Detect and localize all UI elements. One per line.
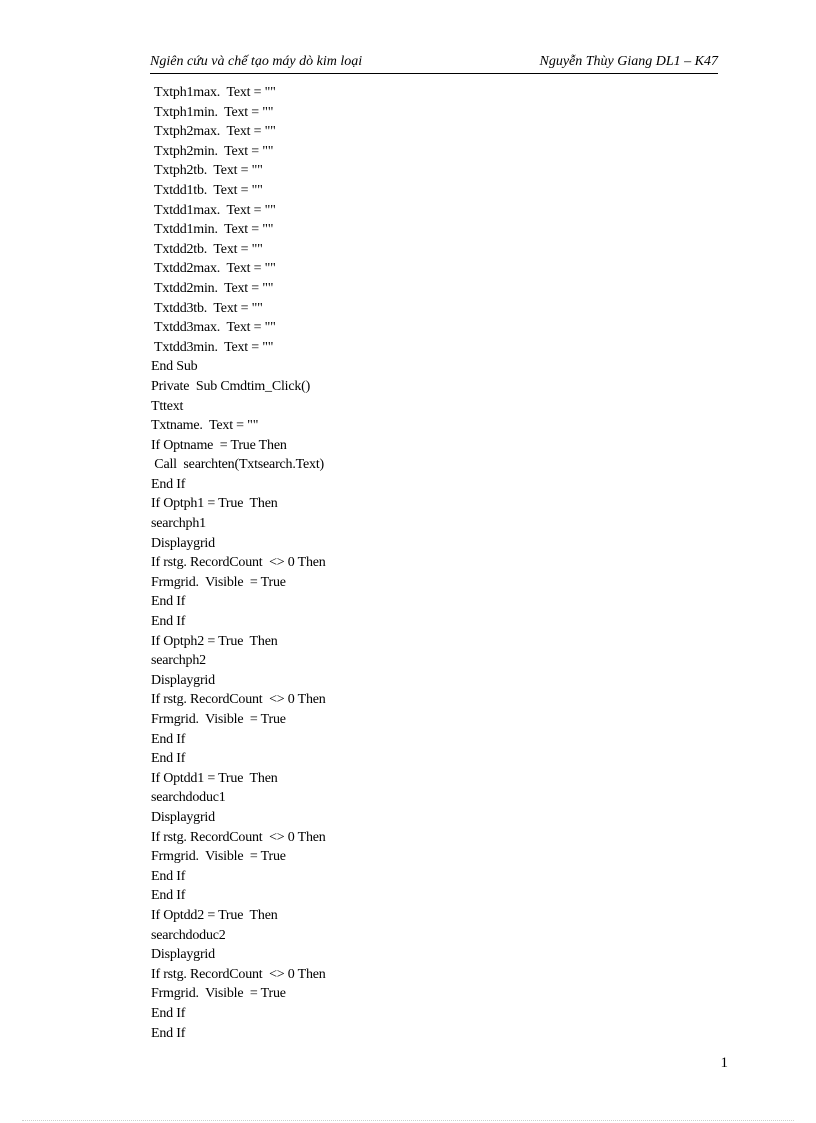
code-line: Txtdd1min. Text = "" — [151, 222, 274, 238]
code-line: End If — [151, 731, 186, 747]
code-line: Txtdd3max. Text = "" — [151, 320, 276, 336]
code-line: If rstg. RecordCount <> 0 Then — [151, 692, 326, 708]
code-line: Frmgrid. Visible = True — [151, 986, 286, 1002]
code-line: Txtname. Text = "" — [151, 418, 259, 434]
code-line: Frmgrid. Visible = True — [151, 712, 286, 727]
code-line: Txtdd2tb. Text = "" — [151, 241, 263, 257]
code-line: End If — [151, 476, 186, 492]
code-line: If Optdd2 = True Then — [151, 907, 278, 923]
code-line: Txtdd2max. Text = "" — [151, 261, 276, 277]
code-line: End If — [151, 594, 186, 610]
code-line: Txtdd1max. Text = "" — [151, 202, 276, 218]
code-line: End If — [151, 1005, 186, 1021]
code-line: If rstg. RecordCount <> 0 Then — [151, 829, 326, 845]
code-line: searchdoduc2 — [151, 927, 226, 943]
code-line: End If — [151, 868, 186, 884]
author-line: Nguyễn Thùy Giang DL1 – K47 — [539, 54, 718, 69]
code-line: If rstg. RecordCount <> 0 Then — [151, 966, 326, 982]
code-line: If Optdd1 = True Then — [151, 770, 278, 786]
document-title: Ngiên cứu và chế tạo máy dò kim loại — [150, 54, 363, 69]
code-line: searchph2 — [151, 653, 206, 669]
code-line: Call searchten(Txtsearch.Text) — [151, 457, 324, 473]
code-line: Frmgrid. Visible = True — [151, 574, 286, 590]
code-line: End If — [151, 1025, 186, 1041]
code-line: searchph1 — [151, 516, 206, 532]
code-line: If Optname = True Then — [151, 437, 287, 453]
code-line: Txtdd1tb. Text = "" — [151, 182, 263, 198]
code-line: Displaygrid — [151, 947, 215, 963]
code-line: Txtdd3min. Text = "" — [151, 339, 274, 355]
code-line: If Optph2 = True Then — [151, 633, 278, 649]
code-line: Tttext — [151, 398, 184, 414]
code-line: Displaygrid — [151, 535, 215, 551]
code-line: Txtph2max. Text = "" — [151, 124, 276, 140]
code-line: End If — [151, 888, 186, 904]
code-line: End Sub — [151, 359, 198, 375]
code-line: Private Sub Cmdtim_Click() — [151, 378, 311, 394]
code-line: Displaygrid — [151, 672, 215, 688]
code-line: Frmgrid. Visible = True — [151, 849, 286, 865]
code-line: If rstg. RecordCount <> 0 Then — [151, 555, 326, 571]
page-bottom-edge — [22, 1120, 794, 1121]
code-line: Txtph2min. Text = "" — [151, 143, 274, 159]
code-listing — [151, 83, 326, 1043]
page-number: 1 — [720, 1055, 728, 1071]
code-line: End If — [151, 751, 186, 767]
code-line: Txtph1min. Text = "" — [151, 104, 274, 120]
page-header — [150, 53, 718, 74]
code-line: searchdoduc1 — [151, 790, 226, 806]
code-line: If Optph1 = True Then — [151, 496, 278, 512]
code-line: Txtph1max. Text = "" — [151, 85, 276, 100]
code-line: Displaygrid — [151, 809, 215, 825]
code-line: Txtph2tb. Text = "" — [151, 163, 263, 179]
code-line: Txtdd2min. Text = "" — [151, 280, 274, 296]
code-line: End If — [151, 614, 186, 630]
code-line: Txtdd3tb. Text = "" — [151, 300, 263, 316]
